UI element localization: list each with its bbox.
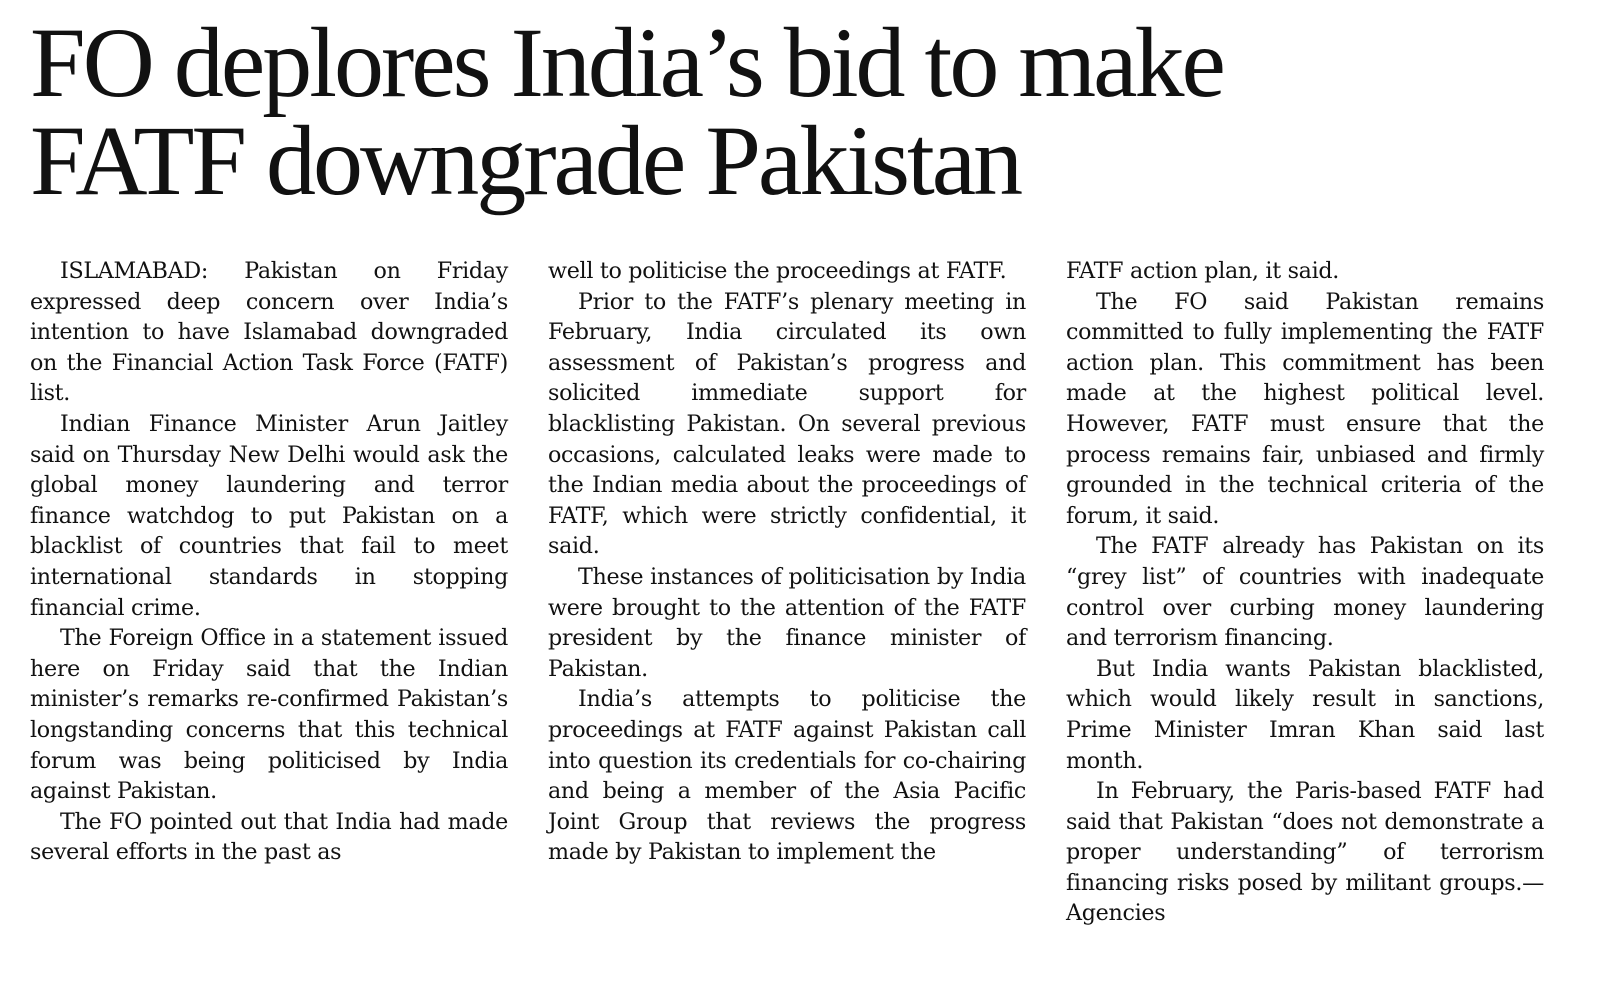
paragraph: In February, the Paris-based FATF had said that Pakistan “does not demonstrate a proper understanding” of terrorism financing risks posed by militant groups.—Agencies xyxy=(1066,778,1544,927)
paragraph: The FATF already has Pakistan on its “grey list” of countries with inadequate control over curbing money laundering and terrorism financing. xyxy=(1066,533,1544,652)
paragraph: The FO pointed out that India had made several efforts in the past as xyxy=(30,808,508,866)
paragraph: The FO said Pakistan remains committed to fully implementing the FATF action plan. This commitment has been made at the highest political level. However, FATF must ensure that the process remains fair, unbiased and firmly grounded in the technical criteria of the forum, it said. xyxy=(1066,288,1544,529)
paragraph: Prior to the FATF’s plenary meeting in February, India circulated its own assessment of Pakistan’s progress and solicited immediate support for blacklisting Pakistan. On several previous occasions, calculated leaks were made to the Indian media about the proceedings of FATF, which were strictly confidential, it said. xyxy=(548,288,1026,560)
article-column-2 xyxy=(548,256,1026,868)
headline-line-1: FO deplores India’s bid to make xyxy=(30,7,1223,118)
paragraph: The Foreign Office in a statement issued here on Friday said that the Indian minister’s remarks re-confirmed Pakistan’s longstanding concerns that this technical forum was being politicised by India against Pakistan. xyxy=(30,625,508,805)
paragraph-continued: well to politicise the proceedings at FATF. xyxy=(548,258,1007,284)
headline-line-2: FATF downgrade Pakistan xyxy=(30,105,1021,216)
paragraph: India’s attempts to politicise the proceedings at FATF against Pakistan call into question its credentials for co-chairing and being a member of the Asia Pacific Joint Group that reviews the progress made by Pakistan to implement the xyxy=(548,686,1026,866)
article-headline xyxy=(30,7,1570,216)
paragraph: ISLAMABAD: Pakistan on Friday expressed deep concern over India’s intention to have Islamabad downgraded on the Financial Action Task Force (FATF) list. xyxy=(30,258,508,407)
paragraph: But India wants Pakistan blacklisted, which would likely result in sanctions, Prime Minister Imran Khan said last month. xyxy=(1066,655,1544,774)
article-column-1 xyxy=(30,256,508,868)
paragraph: These instances of politicisation by India were brought to the attention of the FATF president by the finance minister of Pakistan. xyxy=(548,563,1026,682)
paragraph: Indian Finance Minister Arun Jaitley said on Thursday New Delhi would ask the global money laundering and terror finance watchdog to put Pakistan on a blacklist of countries that fail to meet international standards in stopping financial crime. xyxy=(30,410,508,621)
article-column-3 xyxy=(1066,256,1544,929)
paragraph-continued: FATF action plan, it said. xyxy=(1066,258,1340,284)
